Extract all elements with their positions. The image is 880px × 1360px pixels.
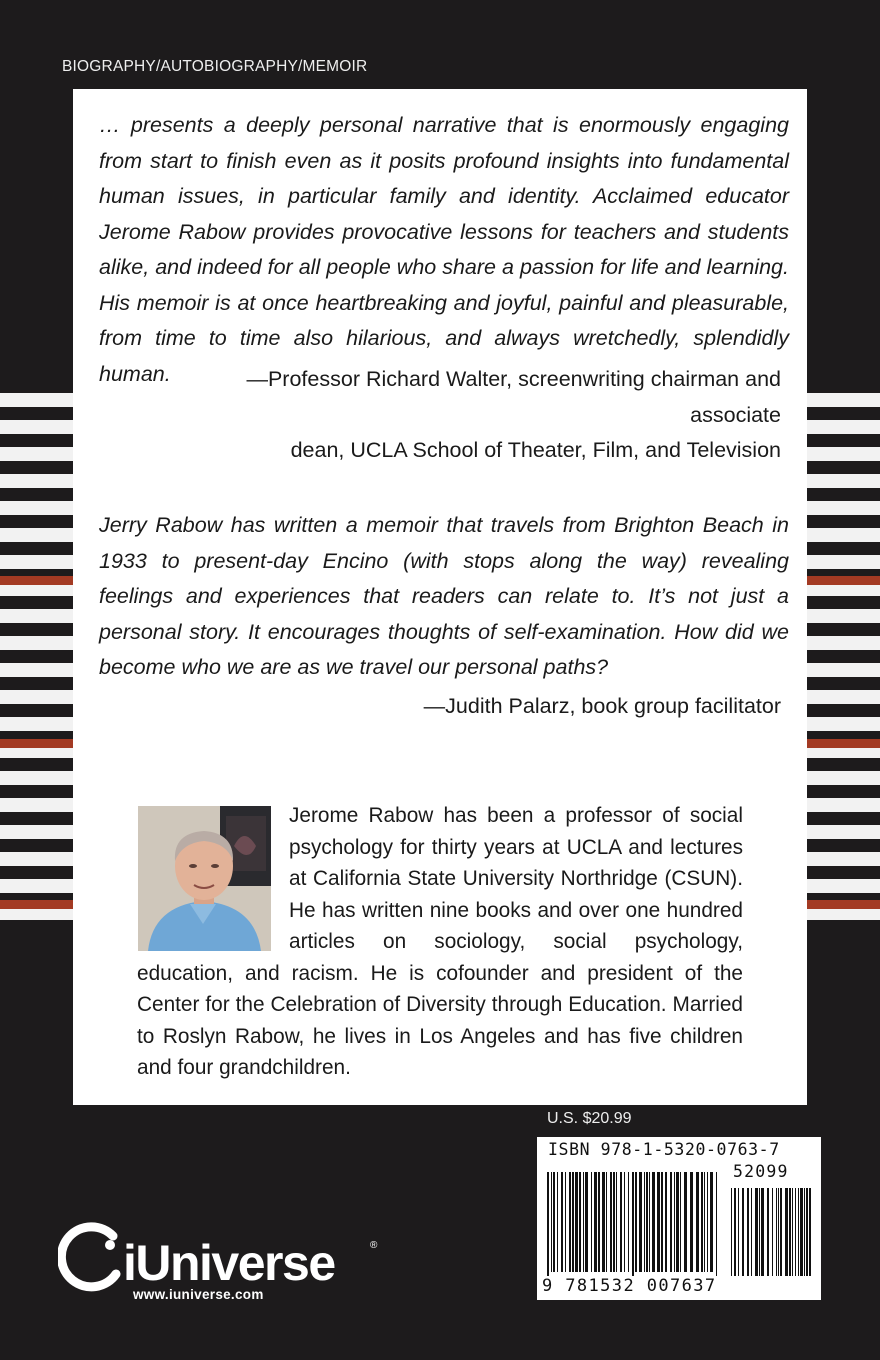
barcode-bar <box>716 1172 717 1276</box>
barcode-bar <box>652 1172 655 1272</box>
price-code: 52099 <box>733 1162 789 1181</box>
barcode-bar <box>551 1172 552 1272</box>
barcode-addon-bar <box>785 1188 788 1276</box>
attribution-line: —Professor Richard Walter, screenwriting chairman and associate <box>246 367 781 427</box>
barcode-addon-bar <box>738 1188 739 1276</box>
barcode-bar <box>710 1172 713 1272</box>
barcode-bar <box>569 1172 571 1272</box>
barcode-bar <box>565 1172 566 1272</box>
review-attribution-1 <box>181 362 781 469</box>
barcode-bar <box>635 1172 637 1272</box>
barcode-bar <box>624 1172 625 1272</box>
barcode-addon-bar <box>772 1188 773 1276</box>
registered-mark: ® <box>370 1240 378 1251</box>
review-quote-1: … presents a deeply personal narrative that is enormously engaging from start to finish even as it posits profound insights into fundamental human issues, in particular family and identity. Acclaimed educator Jerome Rabow provides provocative lessons for teachers and students alike, and indeed for all people who share a passion for life and learning. His memoir is at once heartbreaking and joyful, painful and pleasurable, from time to time also hilarious, and always wretchedly, splendidly human. <box>99 113 789 386</box>
barcode-bar <box>696 1172 699 1272</box>
author-bio-text: Jerome Rabow has been a professor of social psychology for thirty years at UCLA and lectures at California State University Northridge (CSUN). He has written nine books and over one hundred articles on sociology, social psychology, education, and racism. He is cofounder and president of the Center for the Celebration of Diversity through Education. Married to Roslyn Rabow, he lives in Los Angeles and has five children and four grandchildren. <box>137 804 743 1079</box>
barcode-addon-bar <box>792 1188 793 1276</box>
barcode-bar <box>701 1172 703 1272</box>
left-red-stripe <box>0 739 73 748</box>
iuniverse-logo-icon <box>58 1222 128 1292</box>
barcode-bar <box>585 1172 588 1272</box>
attribution-line: dean, UCLA School of Theater, Film, and Television <box>290 438 781 462</box>
barcode-bar <box>684 1172 687 1272</box>
barcode-bar <box>657 1172 660 1272</box>
barcode-bar <box>598 1172 600 1272</box>
barcode-addon-bar <box>734 1188 736 1276</box>
barcode-addon-bar <box>761 1188 764 1276</box>
barcode-bar <box>644 1172 645 1272</box>
barcode-bar <box>575 1172 578 1272</box>
barcode-bar <box>665 1172 667 1272</box>
barcode-bar <box>646 1172 648 1272</box>
genre-label: BIOGRAPHY/AUTOBIOGRAPHY/MEMOIR <box>62 58 368 75</box>
barcode-bar <box>639 1172 642 1272</box>
right-red-stripe <box>806 576 880 585</box>
barcode-bar <box>676 1172 679 1272</box>
barcode-addon-bar <box>795 1188 796 1276</box>
barcode-bar <box>620 1172 622 1272</box>
barcode-addon-bar <box>798 1188 799 1276</box>
right-stripe-band <box>806 393 880 925</box>
publisher-url: www.iuniverse.com <box>133 1287 264 1302</box>
isbn-number: ISBN 978-1-5320-0763-7 <box>548 1140 780 1159</box>
barcode-bar <box>579 1172 581 1272</box>
barcode-bar <box>628 1172 629 1272</box>
price-label: U.S. $20.99 <box>547 1110 632 1127</box>
barcode-bar <box>674 1172 675 1272</box>
left-stripe-band <box>0 393 73 925</box>
barcode-bar <box>561 1172 563 1272</box>
barcode-addon-bar <box>778 1188 779 1276</box>
barcode-bar <box>583 1172 584 1272</box>
author-bio <box>137 800 743 1084</box>
barcode-bar <box>553 1172 555 1272</box>
barcode-bar <box>704 1172 705 1272</box>
right-red-stripe <box>806 739 880 748</box>
left-red-stripe <box>0 576 73 585</box>
barcode-bar <box>594 1172 597 1272</box>
barcode-bar <box>707 1172 708 1272</box>
barcode-bar <box>602 1172 605 1272</box>
barcode-bar <box>690 1172 693 1272</box>
right-red-stripe <box>806 900 880 909</box>
review-quote-2: Jerry Rabow has written a memoir that travels from Brighton Beach in 1933 to present-day Encino (with stops along the way) revealing feelings and experiences that readers can relate to. It’s not just a personal story. It encourages thoughts of self-examination. How did we become who we are as we travel our personal paths? <box>99 513 789 679</box>
barcode-bar <box>616 1172 617 1272</box>
barcode-addon-bar <box>804 1188 805 1276</box>
barcode-bar <box>610 1172 612 1272</box>
barcode-addon-bar <box>776 1188 777 1276</box>
barcode-addon-bar <box>731 1188 732 1276</box>
barcode-bar <box>632 1172 634 1276</box>
ean-digits: 9 781532 007637 <box>542 1276 717 1296</box>
barcode-addon-bar <box>751 1188 752 1276</box>
barcode <box>545 1160 815 1276</box>
barcode-bar <box>680 1172 681 1272</box>
barcode-addon-bar <box>755 1188 758 1276</box>
barcode-addon-bar <box>806 1188 808 1276</box>
barcode-bar <box>591 1172 592 1272</box>
barcode-addon-bar <box>767 1188 769 1276</box>
photo-spacer <box>137 800 289 955</box>
barcode-addon-bar <box>800 1188 803 1276</box>
review-attribution-2: —Judith Palarz, book group facilitator <box>423 694 781 718</box>
barcode-bar <box>572 1172 574 1272</box>
barcode-bar <box>606 1172 607 1272</box>
barcode-addon-bar <box>809 1188 811 1276</box>
barcode-bar <box>557 1172 558 1272</box>
barcode-bar <box>649 1172 650 1272</box>
barcode-bar <box>613 1172 615 1272</box>
barcode-addon-bar <box>742 1188 744 1276</box>
barcode-addon-bar <box>780 1188 782 1276</box>
publisher-name: iUniverse <box>123 1235 335 1291</box>
barcode-addon-bar <box>789 1188 791 1276</box>
barcode-addon-bar <box>759 1188 760 1276</box>
left-red-stripe <box>0 900 73 909</box>
barcode-bar <box>661 1172 663 1272</box>
barcode-bar <box>547 1172 549 1276</box>
barcode-bar <box>670 1172 672 1272</box>
barcode-addon-bar <box>747 1188 749 1276</box>
